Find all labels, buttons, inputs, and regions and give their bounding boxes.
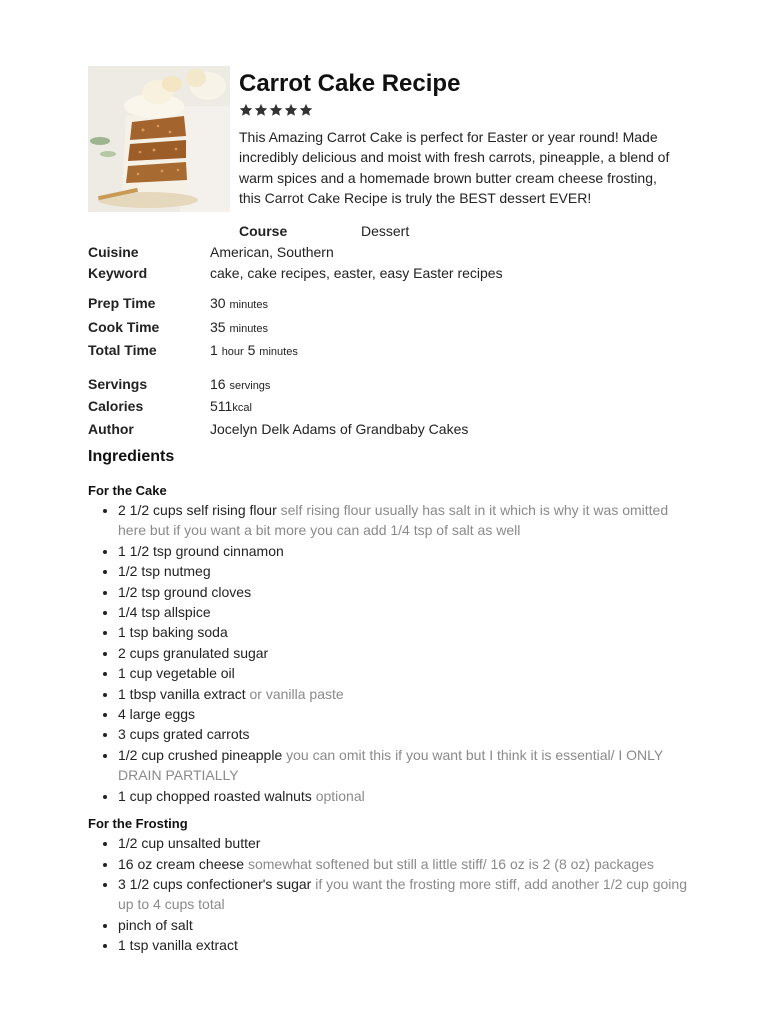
ingredient-note: you can omit this if you want but I think it is essential/ I ONLY DRAIN PARTIALLY bbox=[118, 746, 664, 784]
ingredient-item bbox=[118, 704, 688, 724]
course-value: Dessert bbox=[361, 223, 410, 239]
author-row bbox=[88, 419, 688, 440]
ingredient-text: 2 1/2 cups self rising flour bbox=[118, 502, 277, 518]
ingredient-text: 1 cup chopped roasted walnuts bbox=[118, 787, 312, 804]
ingredient-item bbox=[118, 663, 688, 683]
recipe-image[interactable] bbox=[88, 66, 230, 212]
ingredient-text: 1 tsp baking soda bbox=[118, 624, 228, 641]
ingredient-text: 1 1/2 tsp ground cinnamon bbox=[118, 542, 284, 559]
ingredient-text: 3 1/2 cups confectioner's sugar bbox=[118, 875, 312, 892]
ingredient-item bbox=[118, 854, 688, 874]
ingredient-list bbox=[88, 500, 688, 806]
cook-time-label: Cook Time bbox=[88, 318, 160, 335]
ingredient-text: 1/2 tsp ground cloves bbox=[118, 583, 252, 600]
total-minutes-value: 5 bbox=[247, 342, 256, 359]
star-icon[interactable] bbox=[269, 103, 283, 117]
recipe-summary: This Amazing Carrot Cake is perfect for Easter or year round! Made incredibly delicious and moist with fresh carrots, pineapple, a blend of warm spices and a homemade brown butter cream cheese frosting, this Carrot Cake Recipe is truly the BEST dessert EVER! bbox=[239, 129, 670, 207]
ingredient-text: pinch of salt bbox=[118, 916, 193, 933]
prep-time-label: Prep Time bbox=[88, 295, 156, 311]
total-time-label: Total Time bbox=[88, 342, 157, 359]
calories-value: 511 bbox=[210, 398, 233, 415]
author-label: Author bbox=[88, 420, 134, 437]
cuisine-row bbox=[88, 242, 688, 263]
total-hours-unit: hour bbox=[221, 346, 244, 359]
ingredient-text: 1/2 cup unsalted butter bbox=[118, 835, 261, 852]
calories-unit: kcal bbox=[232, 402, 252, 415]
cuisine-label: Cuisine bbox=[88, 244, 139, 260]
servings-value[interactable]: 16 bbox=[210, 375, 226, 392]
ingredient-note: optional bbox=[315, 787, 365, 804]
recipe-card bbox=[88, 66, 688, 954]
ingredient-item bbox=[118, 745, 688, 786]
ingredient-note: self rising flour usually has salt in it which is why it was omitted here but if you want a bit more you can add 1/4 tsp of salt as well bbox=[118, 502, 669, 539]
course-row bbox=[239, 221, 409, 241]
meta-group-details bbox=[88, 374, 688, 440]
ingredient-item bbox=[118, 541, 688, 561]
prep-time-value: 30 bbox=[210, 295, 226, 311]
star-icon[interactable] bbox=[299, 103, 313, 117]
total-hours-value: 1 bbox=[210, 342, 218, 359]
recipe-header bbox=[88, 66, 688, 216]
star-icon[interactable] bbox=[239, 103, 253, 117]
ingredient-text: 1 tsp vanilla extract bbox=[118, 937, 238, 954]
ingredient-text: 1 tbsp vanilla extract bbox=[118, 685, 246, 702]
keyword-value: cake, cake recipes, easter, easy Easter recipes bbox=[210, 264, 503, 281]
ingredient-item bbox=[118, 724, 688, 744]
ingredient-text: 1/2 cup crushed pineapple bbox=[118, 746, 283, 763]
ingredient-item bbox=[118, 643, 688, 663]
servings-unit: servings bbox=[229, 379, 271, 392]
ingredient-item bbox=[118, 561, 688, 581]
author-value: Jocelyn Delk Adams of Grandbaby Cakes bbox=[210, 420, 469, 437]
cuisine-value: American, Southern bbox=[210, 244, 334, 260]
ingredient-text: 1/2 tsp nutmeg bbox=[118, 563, 211, 580]
meta-group-classification bbox=[88, 242, 688, 283]
cook-time-value: 35 bbox=[210, 318, 226, 335]
servings-label: Servings bbox=[88, 375, 148, 392]
star-icon[interactable] bbox=[284, 103, 298, 117]
ingredient-item bbox=[118, 833, 688, 853]
ingredient-item bbox=[118, 582, 688, 602]
ingredient-note: somewhat softened but still a little stiff/ 16 oz is 2 (8 oz) packages bbox=[247, 855, 654, 872]
calories-row bbox=[88, 396, 688, 419]
ingredient-item bbox=[118, 684, 688, 704]
ingredients-heading: Ingredients bbox=[88, 448, 175, 465]
keyword-label: Keyword bbox=[88, 264, 148, 281]
rating-stars[interactable] bbox=[239, 103, 679, 123]
cook-time-row bbox=[88, 317, 688, 341]
ingredient-text: 2 cups granulated sugar bbox=[118, 644, 269, 661]
ingredient-item bbox=[118, 500, 688, 541]
ingredient-item bbox=[118, 935, 688, 955]
keyword-row bbox=[88, 263, 688, 284]
ingredient-note: if you want the frosting more stiff, add another 1/2 cup going up to 4 cups total bbox=[118, 875, 687, 913]
ingredients-section bbox=[88, 446, 688, 956]
prep-time-unit: minutes bbox=[229, 299, 268, 311]
ingredient-item bbox=[118, 786, 688, 806]
ingredient-text: 3 cups grated carrots bbox=[118, 726, 250, 743]
ingredient-item bbox=[118, 622, 688, 642]
ingredient-item bbox=[118, 602, 688, 622]
ingredient-item bbox=[118, 874, 688, 915]
ingredient-note: or vanilla paste bbox=[249, 685, 344, 702]
ingredient-list bbox=[88, 833, 688, 955]
star-icon[interactable] bbox=[254, 103, 268, 117]
total-time-row bbox=[88, 340, 688, 364]
calories-label: Calories bbox=[88, 398, 144, 415]
servings-row bbox=[88, 374, 688, 397]
total-minutes-unit: minutes bbox=[259, 346, 298, 359]
ingredient-text: 1/4 tsp allspice bbox=[118, 604, 211, 621]
ingredient-text: 4 large eggs bbox=[118, 706, 196, 723]
prep-time-row bbox=[88, 293, 688, 317]
carrot-cake-image bbox=[88, 66, 230, 212]
recipe-title: Carrot Cake Recipe bbox=[239, 70, 461, 97]
recipe-meta bbox=[88, 242, 688, 449]
ingredient-text: 1 cup vegetable oil bbox=[118, 665, 235, 682]
ingredient-item bbox=[118, 915, 688, 935]
cook-time-unit: minutes bbox=[229, 322, 268, 335]
ingredient-text: 16 oz cream cheese bbox=[118, 855, 245, 872]
title-block bbox=[239, 68, 679, 223]
course-label: Course bbox=[239, 223, 288, 239]
meta-group-times bbox=[88, 293, 688, 364]
ingredient-group-title: For the Frosting bbox=[88, 816, 188, 832]
ingredient-group-title: For the Cake bbox=[88, 483, 167, 498]
